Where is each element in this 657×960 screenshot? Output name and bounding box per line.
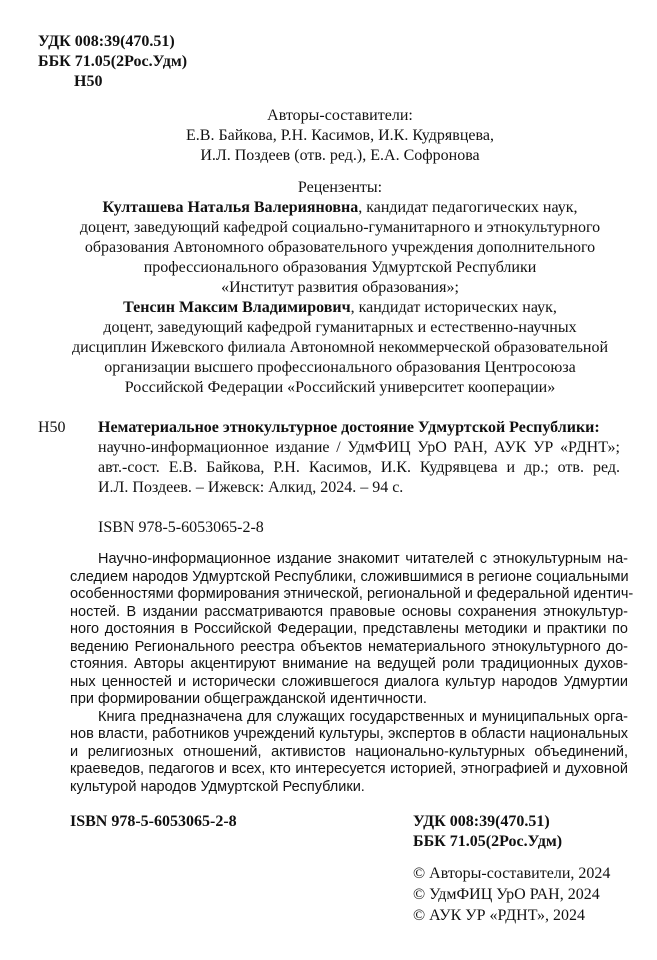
reviewers-block <box>60 178 620 398</box>
copyright-line: © Авторы-составители, 2024 <box>413 865 611 882</box>
annotation-line: и религиозных отношений, активистов национально-культурных объединений, <box>70 743 628 760</box>
entry-code: Н50 <box>38 419 66 436</box>
copyright-line: © АУК УР «РДНТ», 2024 <box>413 907 586 924</box>
annotation-line: стояния. Авторы акцентируют внимание на ведущей роли традиционных духов- <box>70 656 628 672</box>
reviewer-1-degree: , кандидат педагогических наук, <box>358 199 578 216</box>
annotation-line: ностей. В издании рассматриваются правовые основы сохранения этнокультур- <box>70 603 628 620</box>
annotation-line: ных ценностей и исторически сложившегося диалога культур народов Удмуртии <box>70 673 628 690</box>
reviewer-2-line: организации высшего профессионального образования Центросоюза <box>104 359 576 376</box>
entry-line: научно-информационное издание / УдмФИЦ УрО РАН, АУК УР «РДНТ»; <box>98 439 620 456</box>
entry-line: И.Л. Поздеев. – Ижевск: Алкид, 2024. – 94 с. <box>98 479 404 496</box>
bibliographic-entry <box>38 418 620 498</box>
footer-isbn: ISBN 978-5-6053065-2-8 <box>70 813 237 830</box>
copyright-line: © УдмФИЦ УрО РАН, 2024 <box>413 886 600 903</box>
reviewers-title: Рецензенты: <box>297 179 383 196</box>
annotation-line: ведению Регионального реестра объектов нематериального этнокультурного до- <box>70 638 628 655</box>
annotation-line: особенностями формирования этнической, региональной и федеральной идентич- <box>70 586 634 602</box>
reviewer-1-line: доцент, заведующий кафедрой социально-гуманитарного и этнокультурного <box>79 219 601 236</box>
reviewer-1-line: «Институт развития образования»; <box>221 279 459 296</box>
author-mark: Н50 <box>74 73 103 90</box>
reviewer-2-line <box>60 298 620 318</box>
reviewer-2-degree: , кандидат исторических наук, <box>350 299 557 316</box>
annotation-line: краеведов, педагогов и всех, кто интересуется историей, этнографией и духовной <box>70 761 628 777</box>
footer-bbk: ББК 71.05(2Рос.Удм) <box>413 833 563 850</box>
reviewer-2-line: Российской Федерации «Российский университет кооперации» <box>124 379 556 396</box>
copyright-block <box>413 863 610 926</box>
compilers-line: И.Л. Поздеев (отв. ред.), Е.А. Софронова <box>200 147 480 164</box>
annotation-line: Научно-информационное издание знакомит читателей с этнокультурным на- <box>98 551 628 567</box>
reviewer-2-line: доцент, заведующий кафедрой гуманитарных и естественно-научных <box>103 319 577 336</box>
reviewer-1-line: профессионального образования Удмуртской Республики <box>143 259 537 276</box>
compilers-block <box>60 106 620 166</box>
annotation-line: нов власти, работников учреждений культуры, экспертов в области национальных <box>70 726 628 742</box>
annotation-line: при формировании общегражданской идентичности. <box>70 691 427 707</box>
annotation <box>70 551 634 796</box>
entry-isbn: ISBN 978-5-6053065-2-8 <box>98 519 264 536</box>
entry-line: авт.-сост. Е.В. Байкова, Р.Н. Касимов, И.К. Кудрявцева и др.; отв. ред. <box>98 459 620 476</box>
entry-title: Нематериальное этнокультурное достояние Удмуртской Республики: <box>98 419 600 436</box>
classification-header <box>38 32 187 92</box>
bbk-code: ББК 71.05(2Рос.Удм) <box>38 53 188 70</box>
annotation-line: Книга предназначена для служащих государственных и муниципальных орга- <box>98 708 628 725</box>
footer-udk: УДК 008:39(470.51) <box>413 813 550 830</box>
footer-classification <box>413 812 562 852</box>
udk-code: УДК 008:39(470.51) <box>38 33 175 50</box>
reviewer-2-line: дисциплин Ижевского филиала Автономной некоммерческой образовательной <box>71 339 609 356</box>
reviewer-1-name: Култашева Наталья Валерияновна <box>102 199 359 216</box>
compilers-line: Е.В. Байкова, Р.Н. Касимов, И.К. Кудрявцева, <box>186 127 494 144</box>
annotation-line: ного достояния в Российской Федерации, представлены методики и практики по <box>70 621 628 637</box>
entry-title-row <box>38 418 620 438</box>
annotation-line: культурой народов Удмуртской Республики. <box>70 778 365 795</box>
reviewer-1-line <box>60 198 620 218</box>
reviewer-2-name: Тенсин Максим Владимирович <box>123 299 351 316</box>
reviewer-1-line: образования Автономного образовательного учреждения дополнительного <box>84 239 596 256</box>
compilers-title: Авторы-составители: <box>267 107 413 124</box>
annotation-line: следием народов Удмуртской Республики, сложившимися в регионе социальными <box>70 568 629 585</box>
